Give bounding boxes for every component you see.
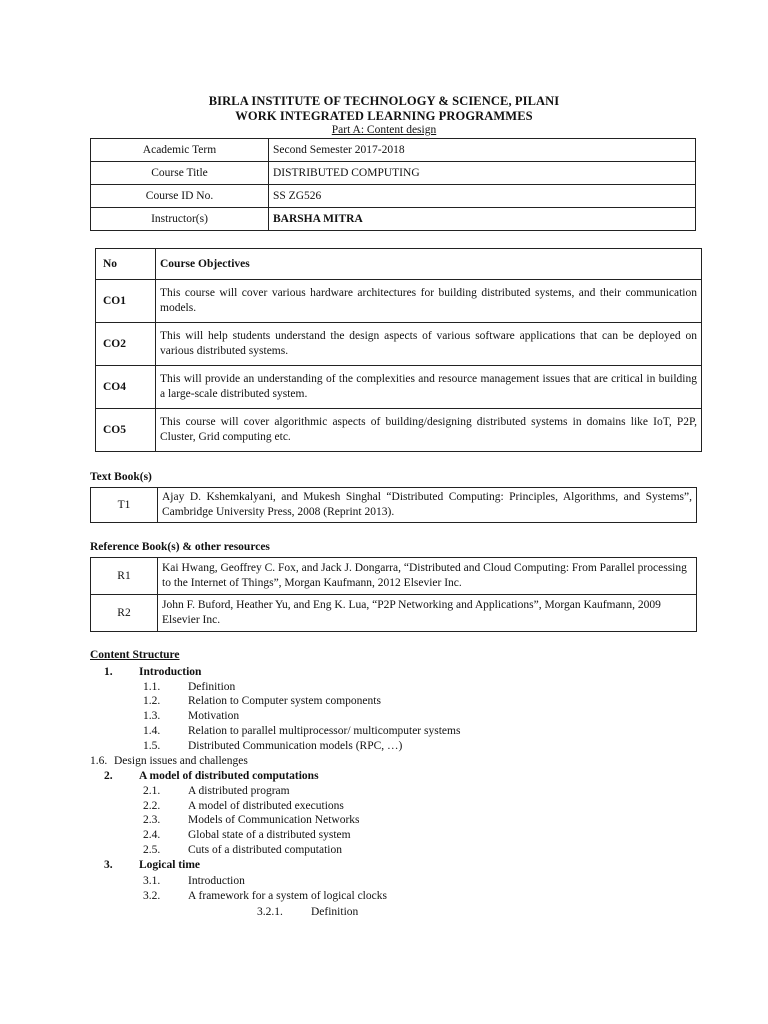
outline-text: Definition xyxy=(311,906,359,918)
outline-text: A model of distributed executions xyxy=(188,800,344,812)
outline-number: 2. xyxy=(104,770,113,782)
outline-text: Motivation xyxy=(188,710,240,722)
instructor-name: BARSHA MITRA xyxy=(269,208,696,231)
outline-number: 3. xyxy=(104,859,113,871)
institute-name: BIRLA INSTITUTE OF TECHNOLOGY & SCIENCE, PILANI xyxy=(208,94,560,108)
outline-text: Models of Communication Networks xyxy=(188,814,360,826)
info-value: DISTRIBUTED COMPUTING xyxy=(269,162,696,185)
outline-number: 2.1. xyxy=(143,785,161,797)
objectives-table xyxy=(95,248,702,452)
outline-number: 3.1. xyxy=(143,875,161,887)
outline-number: 1.3. xyxy=(143,710,161,722)
objective-id: CO4 xyxy=(96,366,156,409)
info-label: Academic Term xyxy=(91,139,269,162)
outline-text: Relation to Computer system components xyxy=(188,695,381,707)
objective-text: This will provide an understanding of the complexities and resource management issues that are critical in building a large-scale distributed system. xyxy=(156,366,702,409)
course-info-row xyxy=(91,208,696,231)
outline-text: Global state of a distributed system xyxy=(188,829,351,841)
objective-id: CO2 xyxy=(96,323,156,366)
course-info-table xyxy=(90,138,696,231)
objective-text: This course will cover algorithmic aspects of building/designing distributed systems in domains like IoT, P2P, Cluster, Grid computing etc. xyxy=(156,409,702,452)
outline-number: 2.2. xyxy=(143,800,161,812)
book-row xyxy=(91,595,697,632)
outline-number: 1.2. xyxy=(143,695,161,707)
objective-row xyxy=(96,409,702,452)
text-books-table xyxy=(90,487,697,523)
outline-text: A model of distributed computations xyxy=(139,770,319,782)
book-row xyxy=(91,558,697,595)
outline-text: A framework for a system of logical clocks xyxy=(188,890,387,902)
outline-text: Distributed Communication models (RPC, …) xyxy=(188,740,403,752)
programme-name: WORK INTEGRATED LEARNING PROGRAMMES xyxy=(235,109,533,123)
outline-text: Design issues and challenges xyxy=(114,755,248,767)
objective-text: This course will cover various hardware architectures for building distributed systems, and their communication models. xyxy=(156,280,702,323)
book-citation: John F. Buford, Heather Yu, and Eng K. Lua, “P2P Networking and Applications”, Morgan Kaufmann, 2009 Elsevier Inc. xyxy=(158,595,697,632)
reference-books-heading: Reference Book(s) & other resources xyxy=(90,541,270,553)
outline-number: 1.5. xyxy=(143,740,161,752)
outline-number: 2.4. xyxy=(143,829,161,841)
book-row xyxy=(91,488,697,523)
outline-number: 3.2. xyxy=(143,890,161,902)
info-label: Course Title xyxy=(91,162,269,185)
outline-number: 2.3. xyxy=(143,814,161,826)
info-value: Second Semester 2017-2018 xyxy=(269,139,696,162)
info-label: Instructor(s) xyxy=(91,208,269,231)
part-title: Part A: Content design xyxy=(331,124,437,136)
content-structure-title: Content Structure xyxy=(90,649,180,661)
objective-id: CO1 xyxy=(96,280,156,323)
outline-number: 1.6. xyxy=(90,755,108,767)
objectives-col-no: No xyxy=(96,249,156,280)
outline-text: A distributed program xyxy=(188,785,290,797)
book-id: R1 xyxy=(91,558,158,595)
outline-number: 1.1. xyxy=(143,681,161,693)
objectives-col-title: Course Objectives xyxy=(156,249,702,280)
course-info-row xyxy=(91,139,696,162)
book-id: R2 xyxy=(91,595,158,632)
objective-row xyxy=(96,280,702,323)
objective-text: This will help students understand the design aspects of various software applications that can be deployed on various distributed systems. xyxy=(156,323,702,366)
outline-text: Introduction xyxy=(139,666,202,678)
book-citation: Kai Hwang, Geoffrey C. Fox, and Jack J. Dongarra, “Distributed and Cloud Computing: From Parallel processing to the Internet of Things”, Morgan Kaufmann, 2012 Elsevier Inc. xyxy=(158,558,697,595)
outline-text: Relation to parallel multiprocessor/ multicomputer systems xyxy=(188,725,461,737)
info-value: SS ZG526 xyxy=(269,185,696,208)
book-id: T1 xyxy=(91,488,158,523)
outline-text: Introduction xyxy=(188,875,245,887)
outline-number: 3.2.1. xyxy=(257,906,283,918)
book-citation: Ajay D. Kshemkalyani, and Mukesh Singhal “Distributed Computing: Principles, Algorithms, and Systems”, Cambridge University Press, 2008 (Reprint 2013). xyxy=(158,488,697,523)
outline-text: Logical time xyxy=(139,859,200,871)
outline-text: Definition xyxy=(188,681,236,693)
reference-books-table xyxy=(90,557,697,632)
course-info-row xyxy=(91,162,696,185)
outline-text: Cuts of a distributed computation xyxy=(188,844,342,856)
course-info-row xyxy=(91,185,696,208)
outline-number: 1. xyxy=(104,666,113,678)
objective-row xyxy=(96,323,702,366)
outline-number: 1.4. xyxy=(143,725,161,737)
outline-number: 2.5. xyxy=(143,844,161,856)
objectives-header-row xyxy=(96,249,702,280)
objective-id: CO5 xyxy=(96,409,156,452)
objective-row xyxy=(96,366,702,409)
info-label: Course ID No. xyxy=(91,185,269,208)
text-books-heading: Text Book(s) xyxy=(90,471,152,483)
